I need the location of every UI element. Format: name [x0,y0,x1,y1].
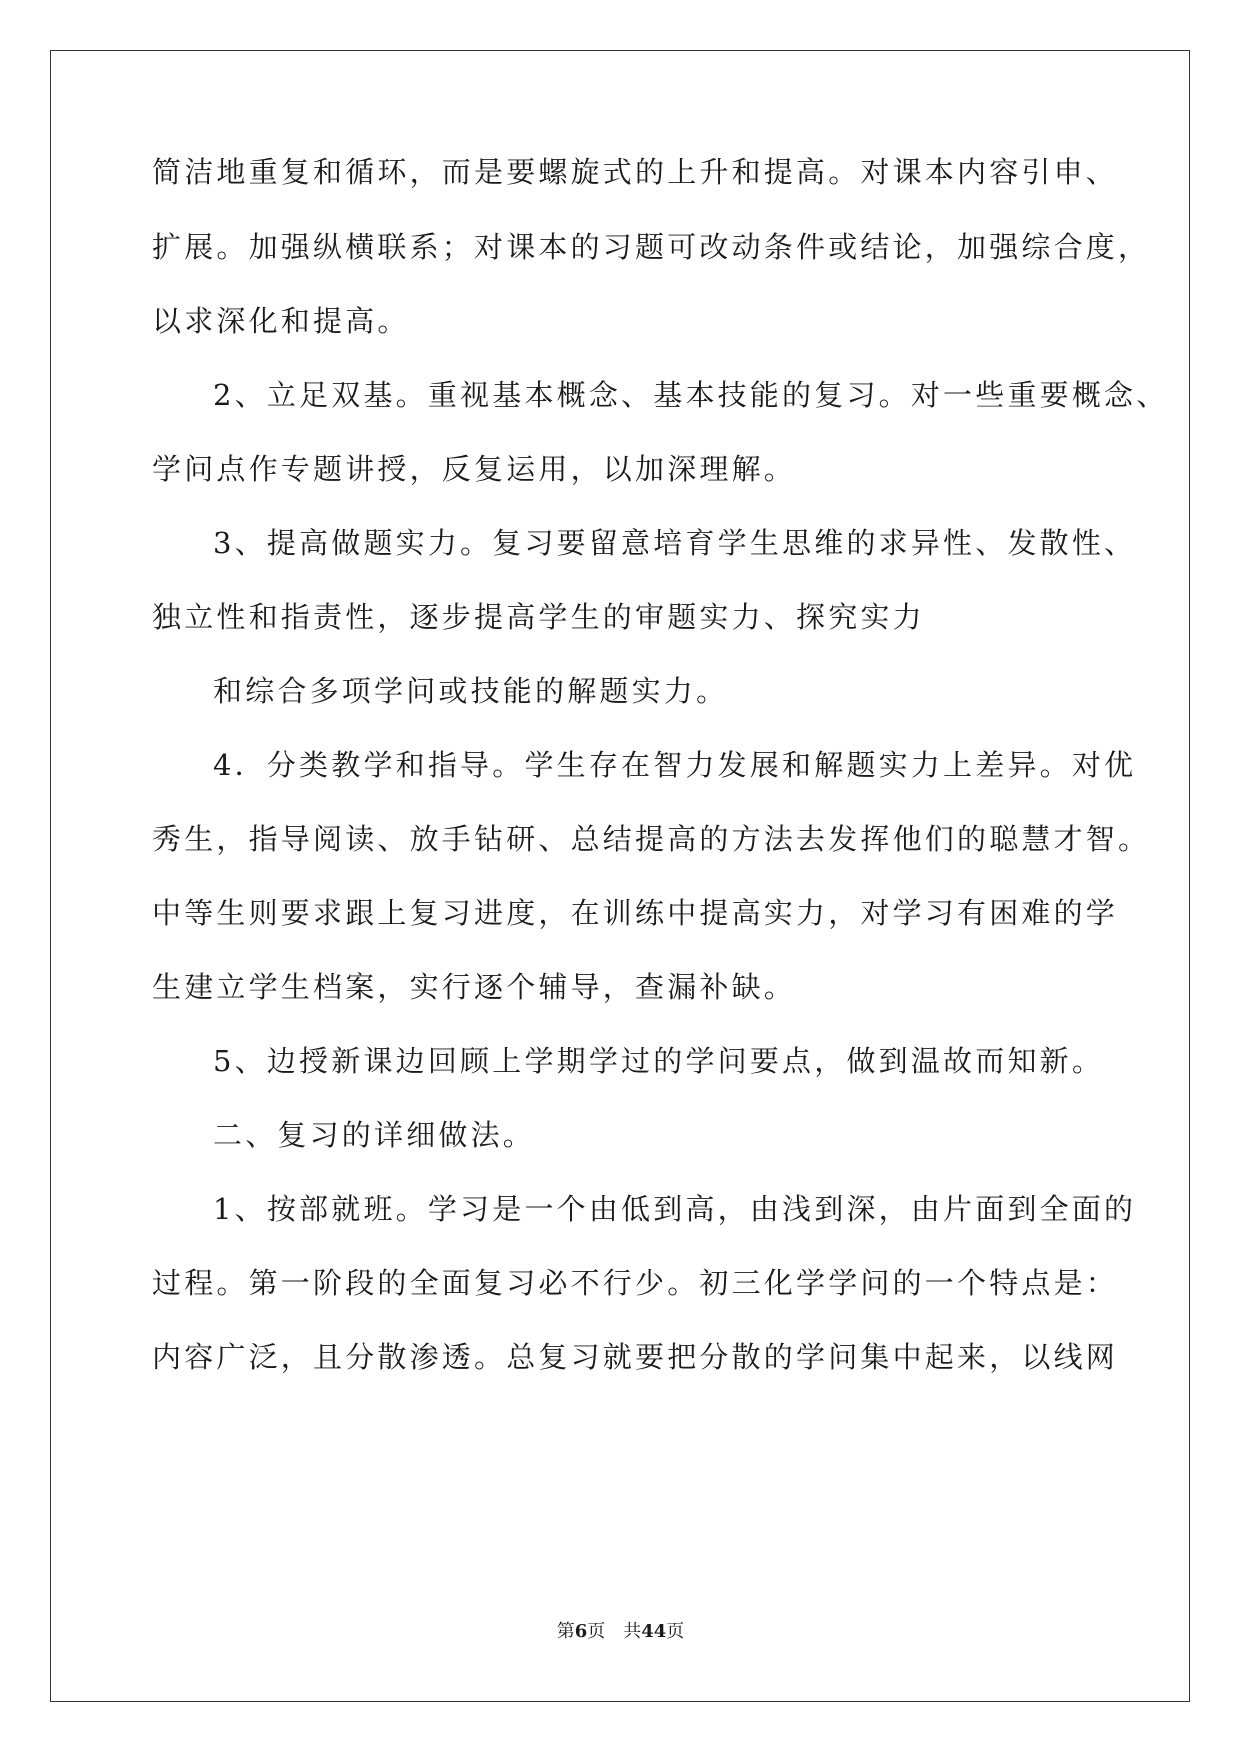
text-line: 独立性和指责性，逐步提高学生的审题实力、探究实力 [152,600,925,634]
current-page-number: 6 [574,1621,588,1642]
text-line: 4．分类教学和指导。学生存在智力发展和解题实力上差异。对优 [213,748,1137,782]
footer-total-suffix: 页 [666,1621,685,1642]
text-line: 5、边授新课边回顾上学期学过的学问要点，做到温故而知新。 [213,1044,1105,1078]
footer-prefix: 第 [556,1621,575,1642]
text-line: 2、立足双基。重视基本概念、基本技能的复习。对一些重要概念、 [213,378,1169,412]
page-border [50,50,1190,1702]
text-line: 中等生则要求跟上复习进度，在训练中提高实力，对学习有困难的学 [152,896,1119,930]
footer-page-suffix: 页 [587,1621,606,1642]
text-line: 1、按部就班。学习是一个由低到高，由浅到深，由片面到全面的 [213,1192,1137,1226]
total-page-number: 44 [641,1621,667,1642]
text-line: 3、提高做题实力。复习要留意培育学生思维的求异性、发散性、 [213,526,1137,560]
page-footer [0,1620,1241,1644]
text-line: 扩展。加强纵横联系；对课本的习题可改动条件或结论，加强综合度， [152,230,1151,264]
text-line: 学问点作专题讲授，反复运用，以加深理解。 [152,452,797,486]
text-line: 和综合多项学问或技能的解题实力。 [213,674,729,708]
footer-total-prefix: 共 [623,1621,642,1642]
text-line: 以求深化和提高。 [152,304,410,338]
text-line: 生建立学生档案，实行逐个辅导，查漏补缺。 [152,970,797,1004]
text-line: 过程。第一阶段的全面复习必不行少。初三化学学问的一个特点是： [152,1266,1119,1300]
section-heading: 二、复习的详细做法。 [213,1118,536,1152]
text-line: 秀生，指导阅读、放手钻研、总结提高的方法去发挥他们的聪慧才智。 [152,822,1151,856]
text-line: 简洁地重复和循环，而是要螺旋式的上升和提高。对课本内容引申、 [152,155,1119,189]
text-line: 内容广泛，且分散渗透。总复习就要把分散的学问集中起来，以线网 [152,1340,1119,1374]
